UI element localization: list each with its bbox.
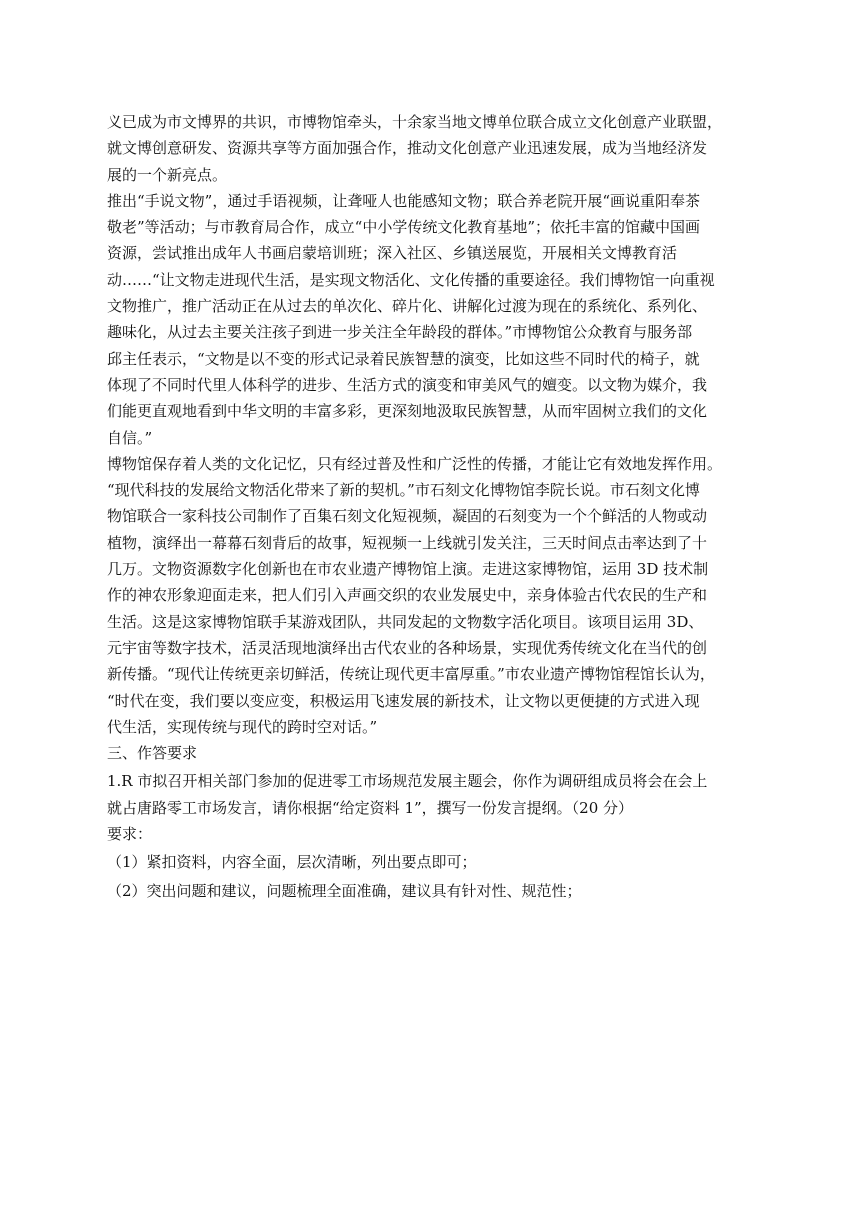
text-line: 几万。文物资源数字化创新也在市农业遗产博物馆上演。走进这家博物馆，运用 3D 技术制	[107, 560, 709, 579]
requirements-label: 要求：	[107, 825, 153, 844]
text-line: 敬老”等活动；与市教育局合作，成立“中小学传统文化教育基地”；依托丰富的馆藏中国画	[107, 218, 701, 237]
text-line: 邱主任表示，“文物是以不变的形式记录着民族智慧的演变，比如这些不同时代的椅子，就	[107, 349, 700, 368]
section-title: 三、作答要求	[107, 744, 198, 763]
text-line: 资源，尝试推出成年人书画启蒙培训班；深入社区、乡镇送展览，开展相关文博教育活	[107, 244, 678, 263]
paragraph-digital-technology	[107, 451, 787, 740]
text-line: 展的一个新亮点。	[107, 165, 228, 184]
text-line: 就文博创意研发、资源共享等方面加强合作，推动文化创意产业迅速发展，成为当地经济发	[107, 139, 708, 158]
text-line: 义已成为市文博界的共识，市博物馆牵头，十余家当地文博单位联合成立文化创意产业联盟，	[107, 113, 723, 131]
text-line: 生活。这是这家博物馆联手某游戏团队，共同发起的文物数字活化项目。该项目运用 3D、	[107, 612, 704, 631]
text-line: 博物馆保存着人类的文化记忆，只有经过普及性和广泛性的传播，才能让它有效地发挥作用。	[107, 454, 723, 473]
requirements	[107, 821, 787, 904]
document-body	[107, 109, 787, 904]
text-line: 作的神农形象迎面走来，把人们引入声画交织的农业发展史中，亲身体验古代农民的生产和	[107, 586, 708, 605]
section-heading	[107, 740, 787, 766]
text-line: 代生活，实现传统与现代的跨时空对话。”	[107, 717, 378, 736]
text-line: 们能更直观地看到中华文明的丰富多彩，更深刻地汲取民族智慧，从而牢固树立我们的文化	[107, 402, 708, 421]
text-line: 植物，演绎出一幕幕石刻背后的故事，短视频一上线就引发关注，三天时间点击率达到了十	[107, 533, 708, 552]
text-line: 趣味化，从过去主要关注孩子到进一步关注全年龄段的群体。”市博物馆公众教育与服务部	[107, 323, 693, 342]
text-line: 推出“手说文物”，通过手语视频，让聋哑人也能感知文物；联合养老院开展“画说重阳奉茶	[107, 191, 701, 210]
text-line: 元宇宙等数字技术，活灵活现地演绎出古代农业的各种场景，实现优秀传统文化在当代的创	[107, 638, 708, 657]
text-line: 自信。”	[107, 428, 153, 447]
text-line: “现代科技的发展给文物活化带来了新的契机。”市石刻文化博物馆李院长说。市石刻文化博	[107, 481, 700, 500]
requirement-item: （1）紧扣资料，内容全面，层次清晰，列出要点即可；	[107, 853, 477, 872]
paragraph-cultural-outreach	[107, 188, 787, 451]
text-line: 动……“让文物走进现代生活，是实现文物活化、文化传播的重要途径。我们博物馆一向重视	[107, 270, 715, 289]
text-line: “时代在变，我们要以变应变，积极运用飞速发展的新技术，让文物以更便捷的方式进入现	[107, 691, 700, 710]
question-one	[107, 768, 787, 821]
question-text: 1.R 市拟召开相关部门参加的促进零工市场规范发展主题会，你作为调研组成员将会在会上	[107, 772, 708, 791]
requirement-item: （2）突出问题和建议，问题梳理全面准确，建议具有针对性、规范性；	[107, 881, 582, 900]
text-line: 物馆联合一家科技公司制作了百集石刻文化短视频，凝固的石刻变为一个个鲜活的人物或动	[107, 507, 708, 526]
question-text: 就占唐路零工市场发言，请你根据“给定资料 1”，撰写一份发言提纲。（20 分）	[107, 798, 634, 817]
text-line: 文物推广，推广活动正在从过去的单次化、碎片化、讲解化过渡为现在的系统化、系列化、	[107, 297, 708, 316]
paragraph-museum-alliance	[107, 109, 787, 188]
text-line: 体现了不同时代里人体科学的进步、生活方式的演变和审美风气的嬗变。以文物为媒介，我	[107, 375, 708, 394]
text-line: 新传播。“现代让传统更亲切鲜活，传统让现代更丰富厚重。”市农业遗产博物馆程馆长认为，	[107, 665, 715, 684]
